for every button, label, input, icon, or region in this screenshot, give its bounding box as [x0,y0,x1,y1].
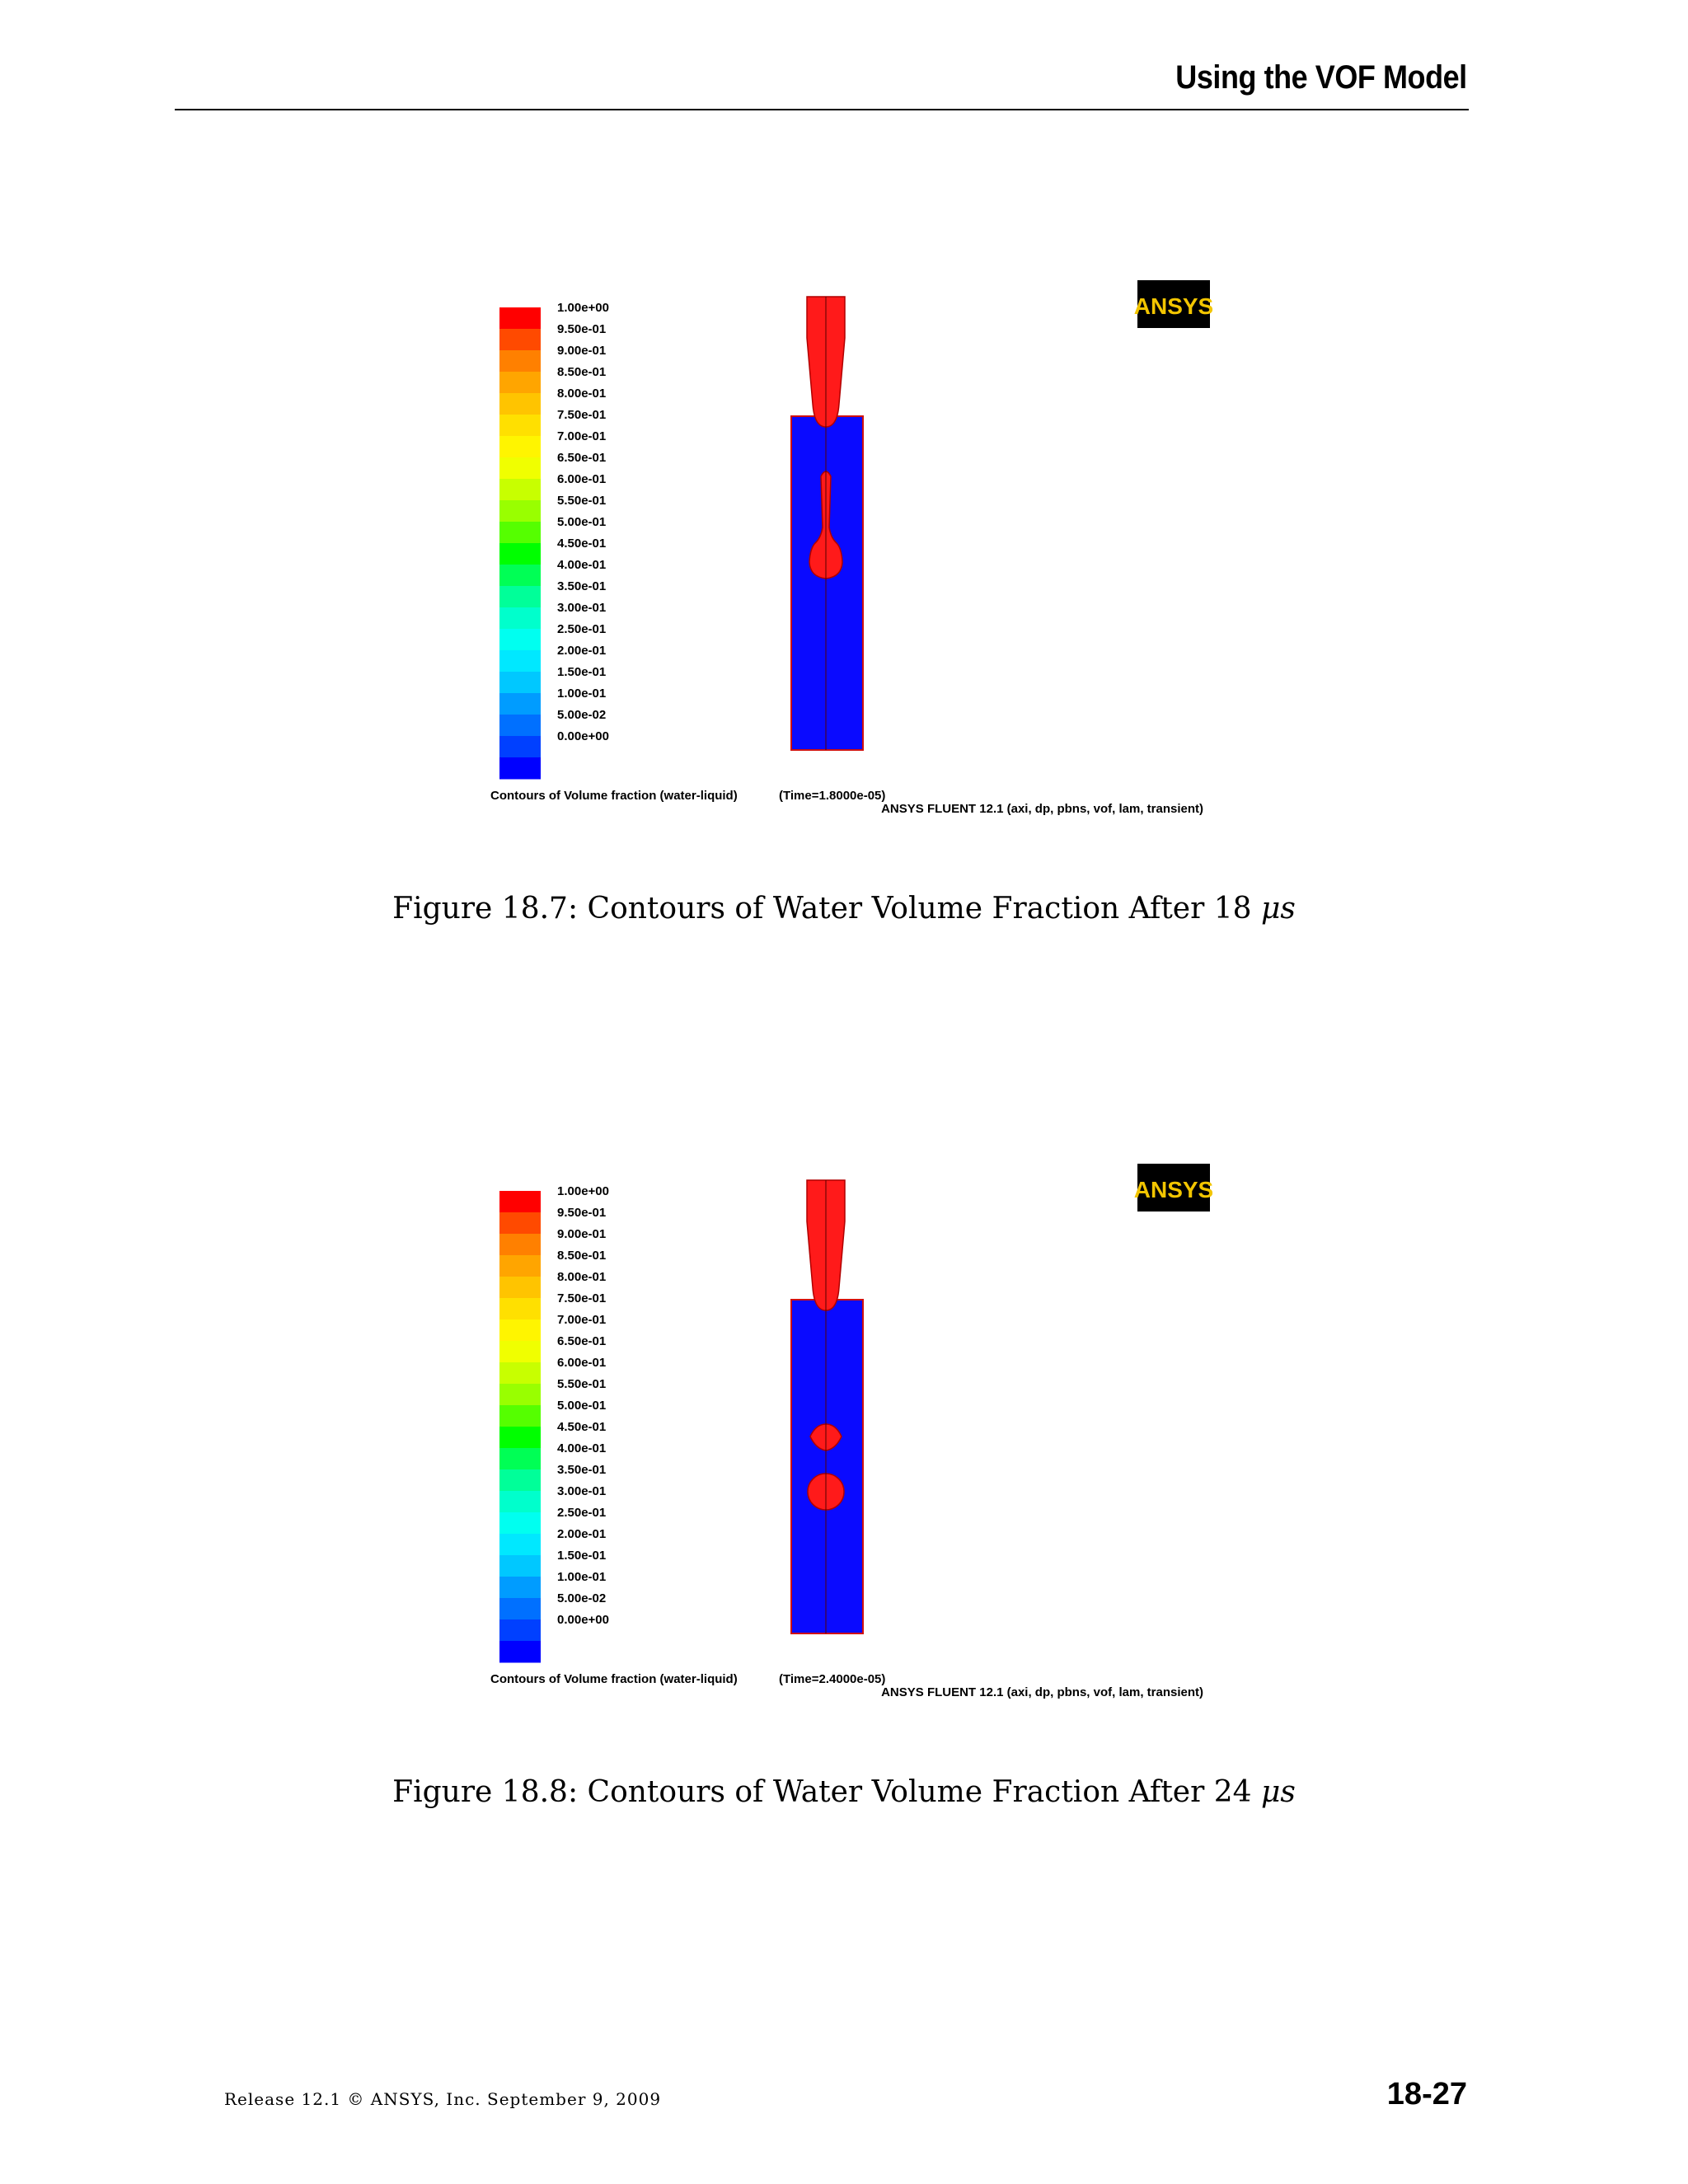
figure-18-7 [478,280,1220,841]
legend-label: 6.50e-01 [557,1334,607,1348]
plot-footer-title: Contours of Volume fraction (water-liquid) [490,789,738,803]
legend-label: 2.00e-01 [557,644,607,658]
legend-label: 4.50e-01 [557,537,607,551]
legend-swatch [499,1448,541,1470]
plot-footer-time: (Time=2.4000e-05) [779,1672,886,1686]
legend-swatch [499,350,541,373]
legend-swatch [499,1555,541,1577]
legend-swatch [499,565,541,587]
ansys-logo-text: ANSYS [1133,1177,1214,1202]
legend-swatch [499,1512,541,1535]
plot-footer-title: Contours of Volume fraction (water-liquid) [490,1672,738,1686]
legend-label: 2.50e-01 [557,622,607,636]
gas-region [791,1300,863,1633]
legend-swatch [499,629,541,651]
plot-footer-solver: ANSYS FLUENT 12.1 (axi, dp, pbns, vof, lam, transient) [881,1685,1203,1699]
legend-swatch [499,1469,541,1492]
legend-swatch [499,1534,541,1556]
figure-caption-18-8 [0,1775,1688,1809]
legend-swatch [499,1598,541,1620]
legend-swatch [499,1427,541,1449]
legend-swatch [499,1641,541,1663]
legend-label: 2.00e-01 [557,1527,607,1541]
legend-swatch [499,307,541,330]
plot-footer-solver: ANSYS FLUENT 12.1 (axi, dp, pbns, vof, lam, transient) [881,802,1203,816]
legend-label: 7.50e-01 [557,408,607,422]
legend-swatch [499,1384,541,1406]
legend-label: 3.50e-01 [557,1463,607,1477]
contour-plot-18-8 [478,1164,1220,1724]
legend-swatch [499,500,541,523]
legend-swatch [499,522,541,544]
legend-label: 8.00e-01 [557,387,607,401]
legend-label: 9.50e-01 [557,322,607,336]
legend-swatch [499,543,541,565]
legend-label: 4.50e-01 [557,1420,607,1434]
legend-label: 1.00e+00 [557,301,609,315]
legend-swatch [499,693,541,715]
legend-label: 6.00e-01 [557,1356,607,1370]
legend-swatch [499,1619,541,1642]
legend-label: 3.50e-01 [557,579,607,593]
gas-region [791,416,863,750]
legend-swatch [499,436,541,458]
legend-label: 7.00e-01 [557,429,607,443]
legend-swatch [499,479,541,501]
release-footer: Release 12.1 © ANSYS, Inc. September 9, 2009 [224,2089,662,2109]
legend-label: 5.50e-01 [557,494,607,508]
legend-swatch [499,372,541,394]
legend-label: 0.00e+00 [557,1613,609,1627]
legend-swatch [499,1362,541,1385]
legend-label: 9.00e-01 [557,344,607,358]
legend-swatch [499,1319,541,1342]
legend-label: 1.00e+00 [557,1184,609,1198]
legend-swatch [499,1577,541,1599]
legend-swatch [499,1212,541,1235]
legend-label: 5.00e-01 [557,515,607,529]
legend-label: 5.00e-01 [557,1399,607,1413]
running-header: Using the VOF Model [1175,59,1467,96]
figure-caption-18-7 [0,892,1688,926]
legend-label: 8.50e-01 [557,365,607,379]
legend-label: 1.50e-01 [557,665,607,679]
header-rule [175,109,1469,110]
color-legend-labels [557,1184,609,1627]
legend-label: 1.50e-01 [557,1549,607,1563]
legend-label: 3.00e-01 [557,601,607,615]
legend-label: 8.50e-01 [557,1249,607,1263]
caption-unit: μs [1261,892,1296,926]
legend-swatch [499,586,541,608]
legend-label: 6.00e-01 [557,472,607,486]
legend-swatch [499,1491,541,1513]
legend-label: 0.00e+00 [557,729,609,743]
legend-swatch [499,329,541,351]
legend-swatch [499,393,541,415]
legend-label: 4.00e-01 [557,558,607,572]
legend-swatch [499,1298,541,1320]
legend-swatch [499,1255,541,1277]
legend-swatch [499,415,541,437]
legend-swatch [499,457,541,480]
legend-swatch [499,736,541,758]
color-legend-swatches [499,1191,541,1663]
caption-text: Figure 18.7: Contours of Water Volume Fraction After 18 [392,892,1252,926]
legend-label: 5.50e-01 [557,1377,607,1391]
legend-label: 3.00e-01 [557,1484,607,1498]
color-legend-labels [557,301,609,743]
legend-label: 9.00e-01 [557,1227,607,1241]
legend-swatch [499,672,541,694]
legend-label: 4.00e-01 [557,1441,607,1455]
legend-swatch [499,1405,541,1427]
legend-swatch [499,1234,541,1256]
plot-footer-time: (Time=1.8000e-05) [779,789,886,803]
legend-swatch [499,1341,541,1363]
legend-label: 8.00e-01 [557,1270,607,1284]
legend-label: 2.50e-01 [557,1506,607,1520]
legend-label: 1.00e-01 [557,1570,607,1584]
color-legend-swatches [499,307,541,780]
legend-swatch [499,607,541,630]
legend-swatch [499,1277,541,1299]
legend-swatch [499,1191,541,1213]
legend-swatch [499,757,541,780]
caption-text: Figure 18.8: Contours of Water Volume Fraction After 24 [392,1775,1252,1809]
legend-label: 9.50e-01 [557,1206,607,1220]
figure-18-8 [478,1164,1220,1724]
legend-swatch [499,650,541,673]
legend-label: 6.50e-01 [557,451,607,465]
legend-label: 7.50e-01 [557,1291,607,1305]
legend-swatch [499,715,541,737]
legend-label: 5.00e-02 [557,1591,607,1605]
ansys-logo-text: ANSYS [1133,293,1214,319]
contour-plot-18-7 [478,280,1220,841]
page-number: 18-27 [1386,2077,1467,2111]
caption-unit: μs [1261,1775,1296,1809]
legend-label: 1.00e-01 [557,687,607,701]
legend-label: 5.00e-02 [557,708,607,722]
legend-label: 7.00e-01 [557,1313,607,1327]
